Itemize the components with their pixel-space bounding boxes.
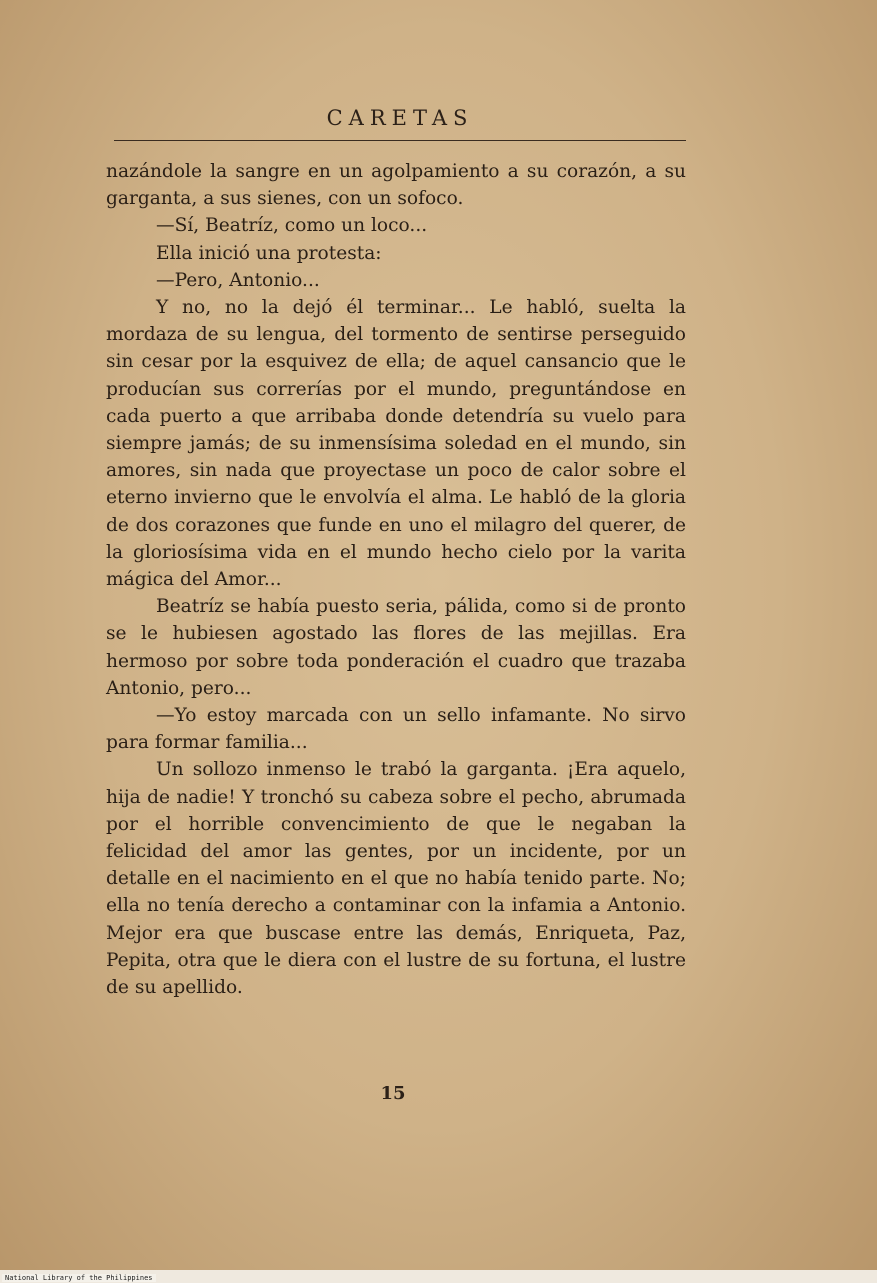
running-title: CARETAS xyxy=(326,106,474,130)
library-credit: National Library of the Philippines xyxy=(2,1274,156,1282)
paragraph: Beatríz se había puesto seria, pálida, como si de pronto se le hubiesen agostado las flores de las mejillas. Era hermoso por sobre toda ponderación el cuadro que trazaba Antonio, pero... xyxy=(106,596,686,699)
header-rule xyxy=(114,140,686,141)
page-number: 15 xyxy=(380,1083,406,1104)
paragraph: —Pero, Antonio... xyxy=(156,269,320,291)
paragraph: Ella inició una protesta: xyxy=(156,242,382,264)
paragraph: nazándole la sangre en un agolpamiento a su corazón, a su garganta, a sus sienes, con un sofoco. xyxy=(106,161,686,210)
paragraph: —Sí, Beatríz, como un loco... xyxy=(156,215,428,237)
paragraph: —Yo estoy marcada con un sello infamante. No sirvo para formar familia... xyxy=(106,705,686,754)
paragraph: Y no, no la dejó él terminar... Le habló, suelta la mordaza de su lengua, del tormento de sentirse perseguido sin cesar por la esquivez de ella; de aquel cansancio que le producían sus correrías por el mundo, preguntándose en cada puerto a que arribaba donde detendría su vuelo para siempre jamás; de su inmensísima soledad en el mundo, sin amores, sin nada que proyectase un poco de calor sobre el eterno invierno que le envolvía el alma. Le habló de la gloria de dos corazones que funde en uno el milagro del querer, de la gloriosísima vida en el mundo hecho cielo por la varita mágica del Amor... xyxy=(106,297,686,591)
paragraph: Un sollozo inmenso le trabó la garganta. ¡Era aquelo, hija de nadie! Y tronchó su cabeza sobre el pecho, abrumada por el horrible convencimiento de que le negaban la felicidad del amor las gentes, por un incidente, por un detalle en el nacimiento en el que no había tenido parte. No; ella no tenía derecho a contaminar con la infamia a Antonio. Mejor era que buscase entre las demás, Enriqueta, Paz, Pepita, otra que le diera con el lustre de su fortuna, el lustre de su apellido. xyxy=(106,759,686,999)
body-text xyxy=(106,158,686,1001)
